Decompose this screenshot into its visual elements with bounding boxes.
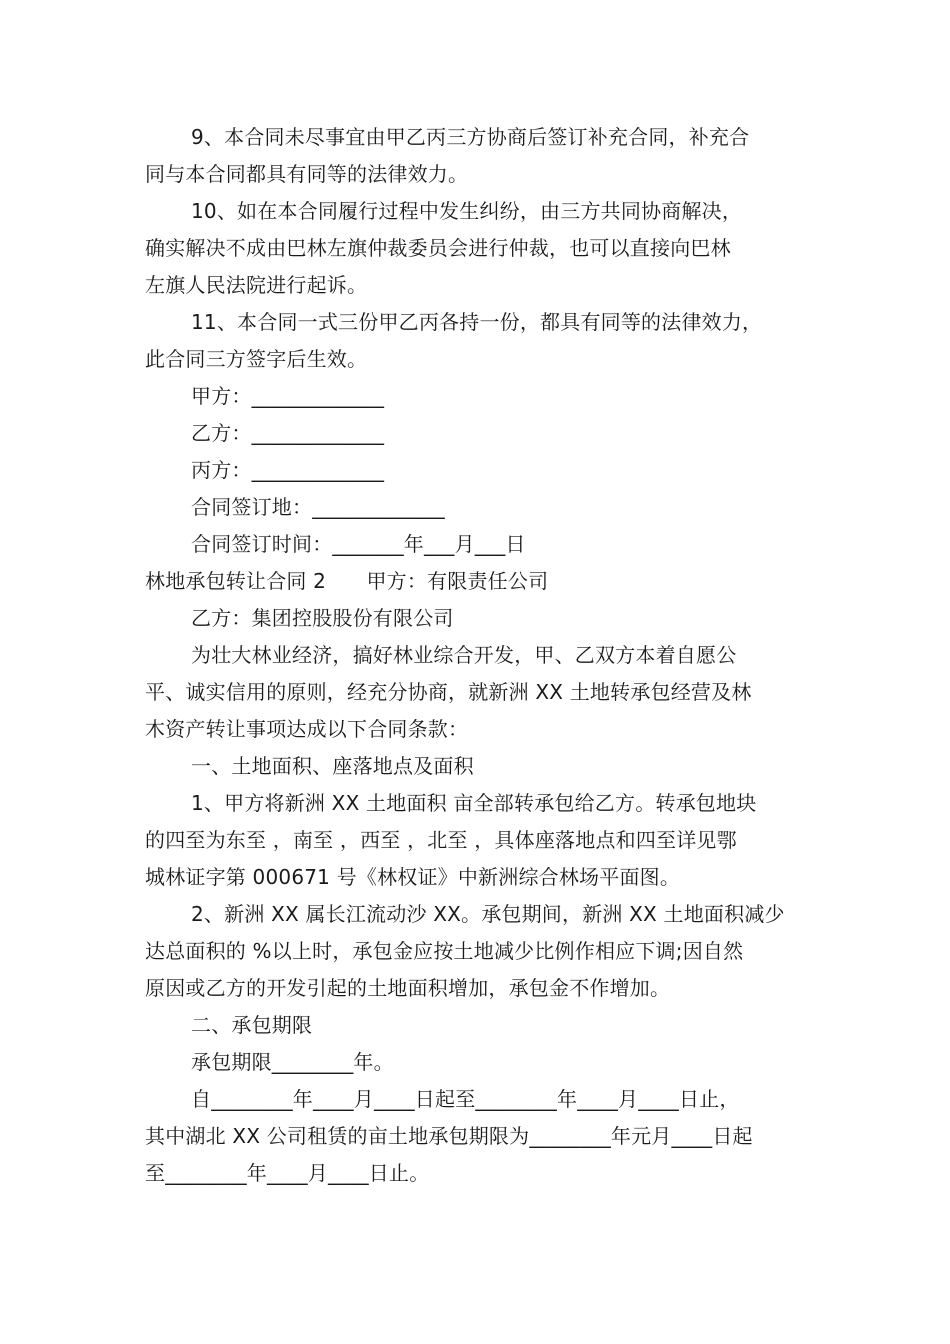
party-c-signature-line: 丙方：_____________ <box>191 458 385 482</box>
term-period-line-3: 至________年____月____日止。 <box>145 1161 430 1185</box>
section-1-item-1-line-3: 城林证字第 000671 号《林权证》中新洲综合林场平面图。 <box>145 865 681 889</box>
signing-place-line: 合同签订地：_____________ <box>191 495 445 519</box>
contract-2-party-b: 乙方：集团控股股份有限公司 <box>191 606 454 630</box>
section-1-heading: 一、土地面积、座落地点及面积 <box>191 754 474 778</box>
section-1-item-1-line-2: 的四至为东至 ，南至 ，西至 ，北至 ，具体座落地点和四至详见鄂 <box>145 828 737 852</box>
clause-10-line-1: 10、如在本合同履行过程中发生纠纷，由三方共同协商解决， <box>191 199 743 223</box>
section-1-item-1-line-1: 1、甲方将新洲 XX 土地面积 亩全部转承包给乙方。转承包地块 <box>191 791 757 815</box>
party-a-signature-line: 甲方：_____________ <box>191 384 385 408</box>
preamble-line-2: 平、诚实信用的原则，经充分协商，就新洲 XX 土地转承包经营及林 <box>145 680 752 704</box>
party-b-signature-line: 乙方：_____________ <box>191 421 385 445</box>
clause-10-line-2: 确实解决不成由巴林左旗仲裁委员会进行仲裁，也可以直接向巴林 <box>145 236 731 260</box>
section-1-item-2-line-3: 原因或乙方的开发引起的土地面积增加，承包金不作增加。 <box>145 976 671 1000</box>
term-period-line-2: 其中湖北 XX 公司租赁的亩土地承包期限为________年元月____日起 <box>145 1124 753 1148</box>
section-2-heading: 二、承包期限 <box>191 1013 313 1037</box>
preamble-line-1: 为壮大林业经济，搞好林业综合开发，甲、乙双方本着自愿公 <box>191 643 737 667</box>
term-period-line-1: 自________年____月____日起至________年____月____日止， <box>191 1087 740 1111</box>
clause-10-line-3: 左旗人民法院进行起诉。 <box>145 273 368 297</box>
contract-2-title-line: 林地承包转让合同 2 甲方：有限责任公司 <box>145 569 549 593</box>
clause-9-line-2: 同与本合同都具有同等的法律效力。 <box>145 162 469 186</box>
section-1-item-2-line-1: 2、新洲 XX 属长江流动沙 XX。承包期间，新洲 XX 土地面积减少 <box>191 902 785 926</box>
section-1-item-2-line-2: 达总面积的 %以上时，承包金应按土地减少比例作相应下调;因自然 <box>145 939 744 963</box>
preamble-line-3: 木资产转让事项达成以下合同条款： <box>145 717 469 741</box>
clause-11-line-1: 11、本合同一式三份甲乙丙各持一份，都具有同等的法律效力， <box>191 310 763 334</box>
term-years-line: 承包期限________年。 <box>191 1050 394 1074</box>
clause-9-line-1: 9、本合同未尽事宜由甲乙丙三方协商后签订补充合同，补充合 <box>191 125 750 149</box>
clause-11-line-2: 此合同三方签字后生效。 <box>145 347 368 371</box>
signing-date-line: 合同签订时间：_______年___月___日 <box>191 532 526 556</box>
